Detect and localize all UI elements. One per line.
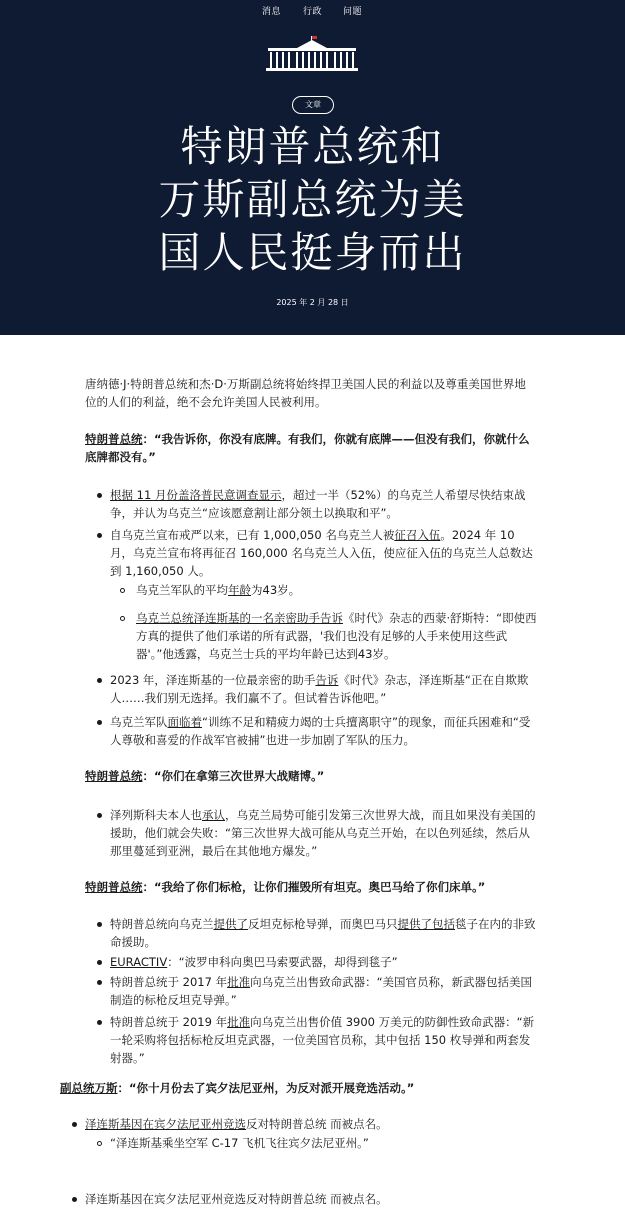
list-item xyxy=(110,713,540,749)
list-item-text: 特朗普总统于 2019 年 xyxy=(110,1015,228,1029)
list-item-text: 2023 年，泽连斯基的一位最亲密的助手 xyxy=(110,673,316,687)
list-item xyxy=(110,953,540,971)
speaker-label: 副总统万斯 xyxy=(60,1081,118,1095)
list-item-text: 泽列斯科夫本人也 xyxy=(110,808,202,822)
quote-heading-4 xyxy=(60,1079,540,1097)
list-item-text: 自乌克兰宣布戒严以来，已有 1,000,050 名乌克兰人被 xyxy=(110,528,395,542)
list-item xyxy=(110,1013,540,1067)
approved-2017-link[interactable]: 批准 xyxy=(227,975,251,989)
list-item-text: 反坦克标枪导弹，而奥巴马只 xyxy=(248,917,398,931)
list-item-text: 。2024 年 10 月，乌克兰宣布将再征召 160,000 名乌克兰人入伍，使应征入伍的乌克兰人总数达到 1,160,050 人。 xyxy=(110,528,533,578)
category-badge[interactable]: 文章 xyxy=(292,96,334,114)
quote-text: ：“你十月份去了宾夕法尼亚州，为反对派开展竞选活动。” xyxy=(117,1081,415,1095)
list-item-text: 乌克兰军队 xyxy=(110,715,168,729)
nav-item-issues[interactable]: 问题 xyxy=(343,7,363,17)
bullet-icon xyxy=(97,922,102,927)
bullet-icon xyxy=(97,533,102,538)
list-item xyxy=(85,1115,540,1133)
bullet-icon xyxy=(97,720,102,725)
age-link[interactable]: 年龄 xyxy=(228,583,251,597)
quote-heading-3 xyxy=(85,878,537,896)
facing-link[interactable]: 面临着 xyxy=(167,715,202,729)
list-item xyxy=(110,486,540,522)
quote-heading-2 xyxy=(85,767,537,785)
speaker-label: 特朗普总统 xyxy=(85,880,143,894)
list-item xyxy=(110,973,540,1009)
list-item-text: 乌克兰军队的平均 xyxy=(136,583,228,597)
sub-list-item: “泽连斯基乘坐空军 C-17 飞机飞往宾夕法尼亚州。” xyxy=(110,1136,369,1150)
list-item-text: ，乌克兰局势可能引发第三次世界大战，而且如果没有美国的援助，他们就会失败：“第三次世界大战可能从乌克兰开始，在以色列延续，然后从那里蔓延到亚洲，最后在其他地方爆发。” xyxy=(110,808,536,858)
bullet-icon xyxy=(97,960,102,965)
list-item-text: ：“波罗申科向奥巴马索要武器，却得到毯子” xyxy=(167,955,398,969)
sub-bullet-icon xyxy=(120,588,125,593)
hero-banner xyxy=(0,0,625,335)
provided-link[interactable]: 提供了 xyxy=(213,917,248,931)
provided-including-link[interactable]: 提供了包括 xyxy=(397,917,455,931)
list-item xyxy=(110,806,540,860)
euractiv-link[interactable]: EURACTIV xyxy=(110,955,168,969)
nav-item-news[interactable]: 消息 xyxy=(262,7,282,17)
list-item-text: 为43岁。 xyxy=(251,583,301,597)
list-item-text: 《时代》杂志，泽连斯基“正在自欺欺人……我们别无选择。我们赢不了。但试着告诉他吧。” xyxy=(110,673,529,705)
conscripted-link[interactable]: 征召入伍 xyxy=(394,528,441,542)
bullet-icon xyxy=(97,493,102,498)
approved-2019-link[interactable]: 批准 xyxy=(227,1015,251,1029)
list-item-text: 向乌克兰出售致命武器：“美国官员称，新武器包括美国制造的标枪反坦克导弹。” xyxy=(110,975,533,1007)
speaker-label: 特朗普总统 xyxy=(85,769,143,783)
list-item xyxy=(110,671,540,707)
white-house-logo-icon[interactable] xyxy=(262,34,362,74)
top-nav xyxy=(0,0,625,20)
speaker-label: 特朗普总统 xyxy=(85,432,143,446)
quote-text: ：“我给了你们标枪，让你们摧毁所有坦克。奥巴马给了你们床单。” xyxy=(142,880,486,894)
title-line: 特朗普总统和 xyxy=(180,122,445,171)
intro-paragraph: 唐纳德·J·特朗普总统和杰·D·万斯副总统将始终捍卫美国人民的利益以及尊重美国世界地位的人们的利益，绝不会允许美国人民被利用。 xyxy=(85,377,526,409)
page-title xyxy=(0,120,625,279)
article-body xyxy=(0,335,625,1206)
nav-item-administration[interactable]: 行政 xyxy=(303,7,323,17)
admitted-link[interactable]: 承认 xyxy=(202,808,225,822)
list-item-text: 特朗普总统于 2017 年 xyxy=(110,975,228,989)
list-item-text: 向乌克兰出售价值 3900 万美元的防御性致命武器：“新一轮采购将包括标枪反坦克武器，一位美国官员称，其中包括 150 枚导弹和两套发射器。” xyxy=(110,1015,535,1065)
bullet-icon xyxy=(97,1020,102,1025)
list-item-text: 毯子在内的非致命援助。 xyxy=(110,917,536,949)
aide-told-link[interactable]: 乌克兰总统泽连斯基的一名亲密助手告诉 xyxy=(136,611,343,625)
list-item-cutoff: 泽连斯基因在宾夕法尼亚州竞选反对特朗普总统 而被点名。 xyxy=(85,1192,388,1206)
told-time-link[interactable]: 告诉 xyxy=(315,673,339,687)
list-item xyxy=(110,526,540,580)
list-item-text: “训练不足和精疲力竭的士兵擅离职守”的现象，而征兵困难和“受人尊敬和喜爱的作战军官被捕”也进一步加剧了军队的压力。 xyxy=(110,715,531,747)
list-item-text: ，超过一半（52%）的乌克兰人希望尽快结束战争，并认为乌克兰“应该愿意割让部分领土以换取和平”。 xyxy=(110,488,526,520)
title-line: 万斯副总统为美 xyxy=(158,175,467,224)
list-item-text: 反对特朗普总统 而被点名。 xyxy=(246,1117,388,1131)
list-item-text: 特朗普总统向乌克兰 xyxy=(110,917,214,931)
quote-heading-1 xyxy=(85,430,537,466)
bullet-icon xyxy=(97,813,102,818)
sub-list-item xyxy=(136,609,540,663)
title-line: 国人民挺身而出 xyxy=(158,228,467,277)
campaign-pennsylvania-link[interactable]: 泽连斯基因在宾夕法尼亚州竞选 xyxy=(85,1117,246,1131)
gallup-poll-link[interactable]: 根据 11 月份盖洛普民意调查显示 xyxy=(110,488,282,502)
bullet-icon xyxy=(97,678,102,683)
sub-bullet-icon xyxy=(120,616,125,621)
list-item xyxy=(110,915,540,951)
quote-text: ：“我告诉你，你没有底牌。有我们，你就有底牌——但没有我们，你就什么底牌都没有。” xyxy=(85,432,530,464)
publish-date: 2025 年 2 月 28 日 xyxy=(276,298,349,307)
quote-text: ：“你们在拿第三次世界大战赌博。” xyxy=(142,769,325,783)
sub-bullet-icon xyxy=(97,1141,102,1146)
bullet-icon xyxy=(97,980,102,985)
bullet-icon xyxy=(72,1122,77,1127)
list-item-text: 《时代》杂志的西蒙·舒斯特：“即使西方真的提供了他们承诺的所有武器，'我们也没有足够的人手来使用这些武器'。”他透露，乌克兰士兵的平均年龄已达到43岁。 xyxy=(136,611,537,661)
sub-list-item xyxy=(136,581,540,599)
